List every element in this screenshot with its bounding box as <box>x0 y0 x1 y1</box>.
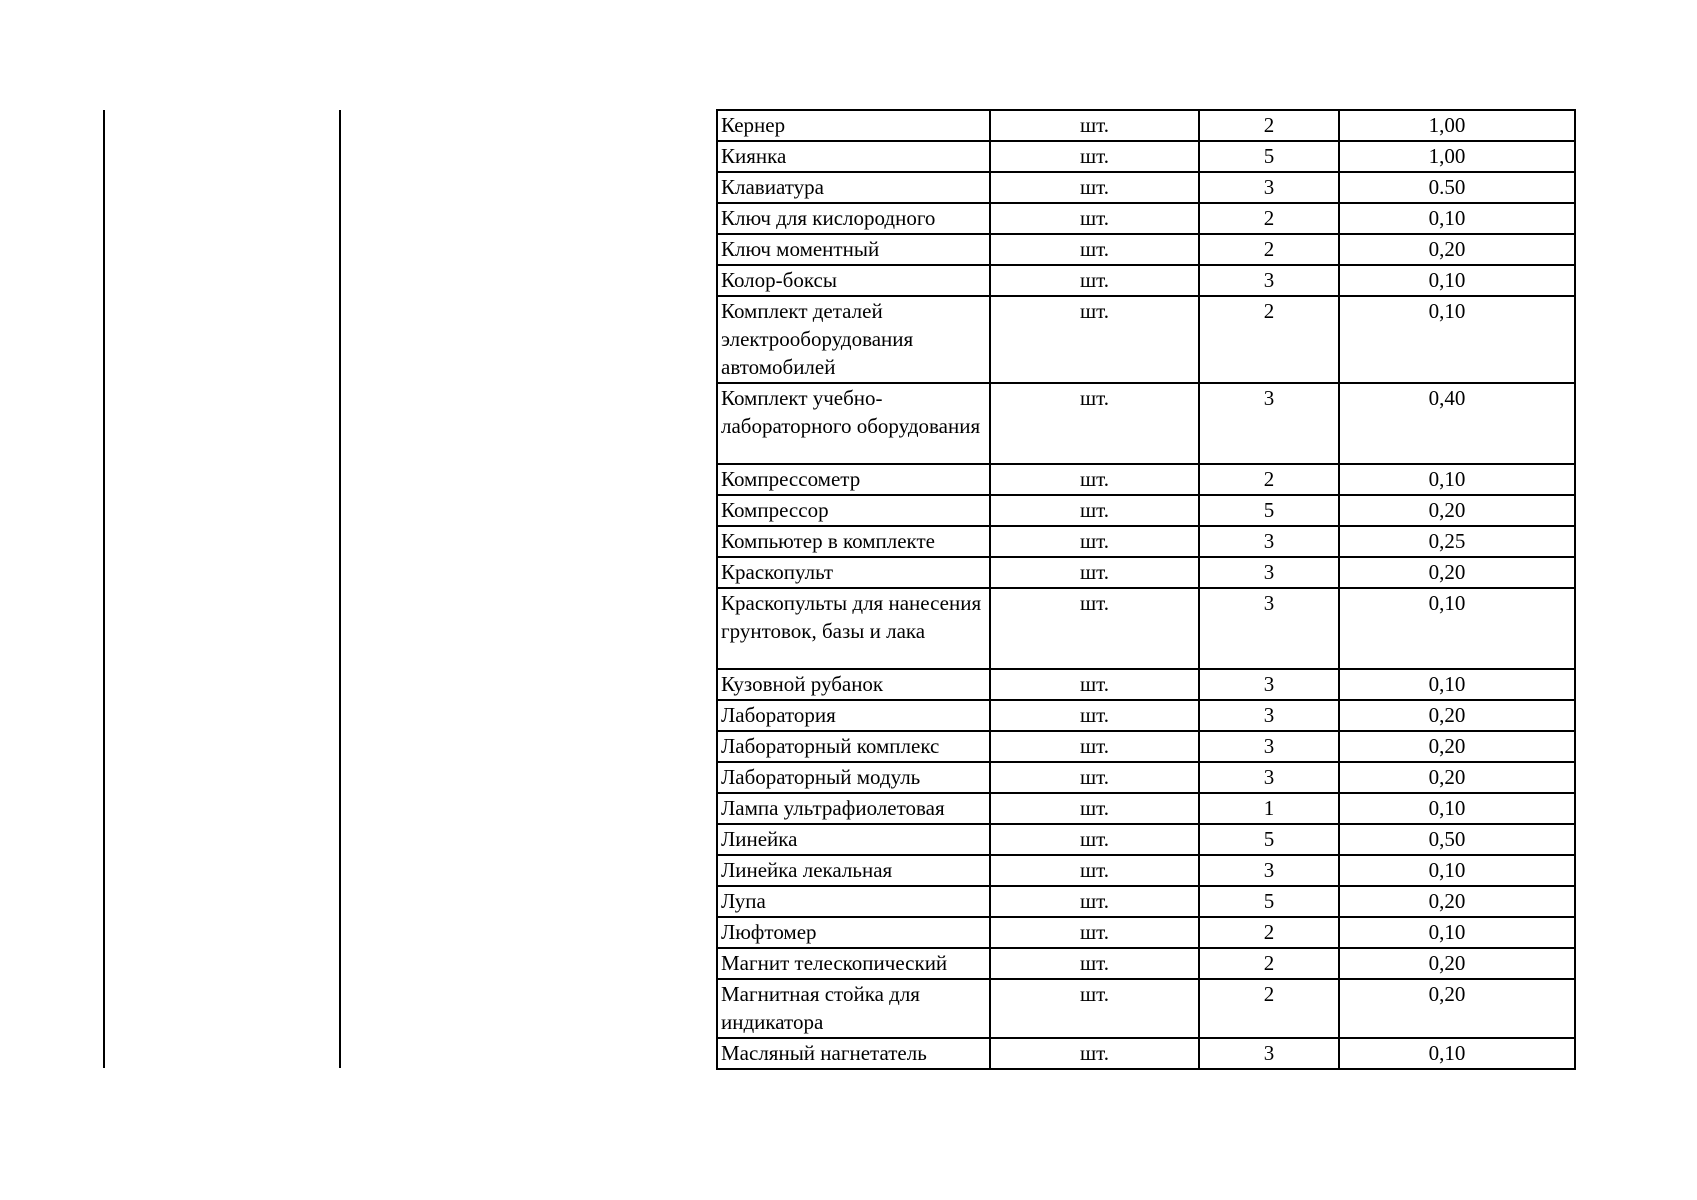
quantity-cell: 3 <box>1199 588 1339 669</box>
unit-cell: шт. <box>990 526 1199 557</box>
norm-cell: 1,00 <box>1339 110 1575 141</box>
quantity-cell: 3 <box>1199 855 1339 886</box>
item-name-cell: Компрессометр <box>717 464 990 495</box>
norm-cell: 0,20 <box>1339 886 1575 917</box>
item-name-cell: Краскопульт <box>717 557 990 588</box>
quantity-cell: 3 <box>1199 172 1339 203</box>
norm-cell: 0,10 <box>1339 296 1575 383</box>
norm-cell: 0,20 <box>1339 979 1575 1038</box>
unit-cell: шт. <box>990 495 1199 526</box>
item-name-cell: Комплект учебно-лабораторного оборудования <box>717 383 990 464</box>
unit-cell: шт. <box>990 824 1199 855</box>
norm-cell: 0,10 <box>1339 588 1575 669</box>
quantity-cell: 5 <box>1199 886 1339 917</box>
table-row <box>717 855 1575 886</box>
quantity-cell: 3 <box>1199 383 1339 464</box>
quantity-cell: 3 <box>1199 557 1339 588</box>
left-column-rule <box>339 110 341 1068</box>
norm-cell: 0,10 <box>1339 855 1575 886</box>
table-row <box>717 588 1575 669</box>
norm-cell: 0,20 <box>1339 234 1575 265</box>
norm-cell: 0,20 <box>1339 762 1575 793</box>
norm-cell: 0,10 <box>1339 265 1575 296</box>
item-name-cell: Комплект деталей электрооборудования автомобилей <box>717 296 990 383</box>
item-name-cell: Магнит телескопический <box>717 948 990 979</box>
quantity-cell: 5 <box>1199 495 1339 526</box>
norm-cell: 0,10 <box>1339 464 1575 495</box>
norm-cell: 0,10 <box>1339 917 1575 948</box>
norm-cell: 0,50 <box>1339 824 1575 855</box>
norm-cell: 0,20 <box>1339 557 1575 588</box>
norm-cell: 0,20 <box>1339 700 1575 731</box>
item-name-cell: Компьютер в комплекте <box>717 526 990 557</box>
item-name-cell: Краскопульты для нанесения грунтовок, базы и лака <box>717 588 990 669</box>
table-row <box>717 824 1575 855</box>
quantity-cell: 1 <box>1199 793 1339 824</box>
equipment-table-body <box>717 110 1575 1069</box>
unit-cell: шт. <box>990 731 1199 762</box>
unit-cell: шт. <box>990 203 1199 234</box>
unit-cell: шт. <box>990 669 1199 700</box>
quantity-cell: 5 <box>1199 141 1339 172</box>
left-margin-rule <box>103 110 105 1068</box>
table-row <box>717 172 1575 203</box>
table-row <box>717 495 1575 526</box>
quantity-cell: 3 <box>1199 669 1339 700</box>
table-row <box>717 110 1575 141</box>
norm-cell: 0,10 <box>1339 1038 1575 1069</box>
quantity-cell: 2 <box>1199 110 1339 141</box>
table-row <box>717 526 1575 557</box>
norm-cell: 0,40 <box>1339 383 1575 464</box>
table-row <box>717 948 1575 979</box>
unit-cell: шт. <box>990 793 1199 824</box>
norm-cell: 0,10 <box>1339 203 1575 234</box>
item-name-cell: Компрессор <box>717 495 990 526</box>
norm-cell: 0,20 <box>1339 948 1575 979</box>
quantity-cell: 3 <box>1199 700 1339 731</box>
unit-cell: шт. <box>990 886 1199 917</box>
quantity-cell: 5 <box>1199 824 1339 855</box>
quantity-cell: 3 <box>1199 1038 1339 1069</box>
table-row <box>717 731 1575 762</box>
unit-cell: шт. <box>990 917 1199 948</box>
table-row <box>717 762 1575 793</box>
item-name-cell: Колор-боксы <box>717 265 990 296</box>
item-name-cell: Лампа ультрафиолетовая <box>717 793 990 824</box>
table-row <box>717 700 1575 731</box>
item-name-cell: Лаборатория <box>717 700 990 731</box>
table-row <box>717 296 1575 383</box>
item-name-cell: Клавиатура <box>717 172 990 203</box>
item-name-cell: Лупа <box>717 886 990 917</box>
unit-cell: шт. <box>990 234 1199 265</box>
quantity-cell: 2 <box>1199 464 1339 495</box>
table-row <box>717 1038 1575 1069</box>
item-name-cell: Линейка <box>717 824 990 855</box>
norm-cell: 0,20 <box>1339 731 1575 762</box>
table-row <box>717 141 1575 172</box>
item-name-cell: Киянка <box>717 141 990 172</box>
item-name-cell: Ключ для кислородного <box>717 203 990 234</box>
norm-cell: 0.50 <box>1339 172 1575 203</box>
norm-cell: 0,10 <box>1339 669 1575 700</box>
item-name-cell: Люфтомер <box>717 917 990 948</box>
quantity-cell: 3 <box>1199 526 1339 557</box>
item-name-cell: Ключ моментный <box>717 234 990 265</box>
norm-cell: 0,25 <box>1339 526 1575 557</box>
equipment-table <box>716 109 1576 1070</box>
norm-cell: 0,10 <box>1339 793 1575 824</box>
table-row <box>717 203 1575 234</box>
unit-cell: шт. <box>990 172 1199 203</box>
quantity-cell: 2 <box>1199 917 1339 948</box>
quantity-cell: 2 <box>1199 234 1339 265</box>
table-row <box>717 383 1575 464</box>
unit-cell: шт. <box>990 464 1199 495</box>
unit-cell: шт. <box>990 762 1199 793</box>
quantity-cell: 2 <box>1199 296 1339 383</box>
unit-cell: шт. <box>990 855 1199 886</box>
item-name-cell: Линейка лекальная <box>717 855 990 886</box>
unit-cell: шт. <box>990 557 1199 588</box>
item-name-cell: Кернер <box>717 110 990 141</box>
unit-cell: шт. <box>990 948 1199 979</box>
unit-cell: шт. <box>990 110 1199 141</box>
table-row <box>717 234 1575 265</box>
unit-cell: шт. <box>990 265 1199 296</box>
item-name-cell: Кузовной рубанок <box>717 669 990 700</box>
unit-cell: шт. <box>990 383 1199 464</box>
table-row <box>717 886 1575 917</box>
unit-cell: шт. <box>990 700 1199 731</box>
quantity-cell: 3 <box>1199 731 1339 762</box>
quantity-cell: 2 <box>1199 979 1339 1038</box>
quantity-cell: 2 <box>1199 203 1339 234</box>
item-name-cell: Лабораторный модуль <box>717 762 990 793</box>
item-name-cell: Магнитная стойка для индикатора <box>717 979 990 1038</box>
unit-cell: шт. <box>990 979 1199 1038</box>
norm-cell: 1,00 <box>1339 141 1575 172</box>
item-name-cell: Лабораторный комплекс <box>717 731 990 762</box>
unit-cell: шт. <box>990 588 1199 669</box>
table-row <box>717 669 1575 700</box>
norm-cell: 0,20 <box>1339 495 1575 526</box>
quantity-cell: 3 <box>1199 265 1339 296</box>
quantity-cell: 2 <box>1199 948 1339 979</box>
table-row <box>717 464 1575 495</box>
table-row <box>717 793 1575 824</box>
quantity-cell: 3 <box>1199 762 1339 793</box>
table-row <box>717 265 1575 296</box>
unit-cell: шт. <box>990 141 1199 172</box>
table-row <box>717 557 1575 588</box>
item-name-cell: Масляный нагнетатель <box>717 1038 990 1069</box>
unit-cell: шт. <box>990 1038 1199 1069</box>
unit-cell: шт. <box>990 296 1199 383</box>
table-row <box>717 917 1575 948</box>
table-row <box>717 979 1575 1038</box>
